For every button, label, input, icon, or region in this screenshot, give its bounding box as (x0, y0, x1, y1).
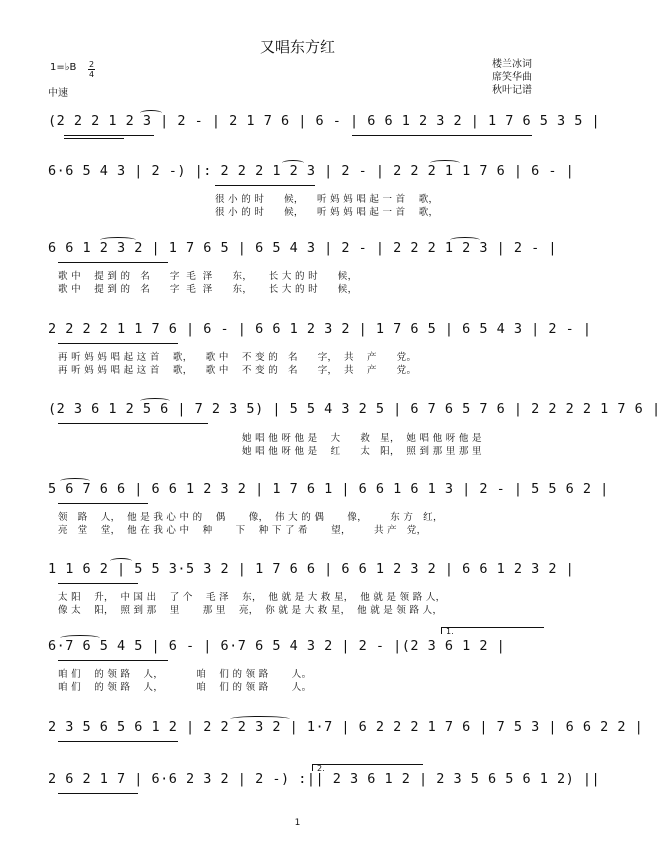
score-line-2: 6·6 5 4 3 | 2 -) |: 2 2 2 1 2 3 | 2 - | 2 2 2 1 1 7 6 | 6 - | (48, 163, 575, 179)
slur (140, 398, 170, 404)
volta-bracket-2 (312, 764, 423, 771)
beam-line (58, 503, 148, 504)
beam-line (58, 423, 208, 424)
lyric-line: 像 太 阳， 照 到 那 里 那 里 亮， 你 就 是 大 救 星， 他 就 是 领 路 人， (58, 605, 443, 616)
lyric-line: 她 唱 他 呀 他 是 大 救 星， 她 唱 他 呀 他 是 (242, 433, 482, 444)
composer: 席笑华曲 (492, 72, 532, 83)
score-line-3: 6 6 1 2 3 2 | 1 7 6 5 | 6 5 4 3 | 2 - | 2 2 2 1 2 3 | 2 - | (48, 240, 558, 256)
page-number: 1 (294, 818, 301, 828)
lyric-line: 很 小 的 时 候， 听 妈 妈 唱 起 一 首 歌， (215, 194, 439, 205)
meter-bottom: 4 (88, 70, 95, 79)
lyric-line: 太 阳 升， 中 国 出 了 个 毛 泽 东， 他 就 是 大 救 星， 他 就 是 领 路 人， (58, 592, 446, 603)
slur (450, 237, 480, 243)
slur (282, 160, 304, 166)
lyric-line: 咱 们 的 领 路 人， 咱 们 的 领 路 人。 (58, 669, 312, 680)
lyric-line: 她 唱 他 呀 他 是 红 太 阳， 照 到 那 里 那 里 (242, 446, 482, 457)
beam-line (58, 343, 178, 344)
transcriber: 秋叶记谱 (492, 85, 532, 96)
lyric-line: 再 听 妈 妈 唱 起 这 首 歌， 歌 中 不 变 的 名 字， 共 产 党。 (58, 352, 417, 363)
lyric-line: 再 听 妈 妈 唱 起 这 首 歌， 歌 中 不 变 的 名 字， 共 产 党。 (58, 365, 417, 376)
score-line-9: 2 3 5 6 5 6 1 2 | 2 2 2 3 2 | 1·7 | 6 2 2 2 1 7 6 | 7 5 3 | 6 6 2 2 | (48, 719, 644, 735)
beam-line (58, 741, 178, 742)
slur (430, 160, 460, 166)
score-line-5: (2 3 6 1 2 5 6 | 7 2 3 5) | 5 5 4 3 2 5 | 6 7 6 5 7 6 | 2 2 2 2 1 7 6 | (48, 401, 661, 417)
volta-bracket-1 (441, 627, 544, 634)
beam-line (64, 138, 124, 139)
tempo-marking: 中速 (48, 88, 68, 99)
slur (110, 558, 132, 564)
slur (60, 635, 100, 641)
slur (100, 237, 136, 243)
slur (140, 110, 162, 116)
volta-1-label: 1. (446, 627, 454, 636)
score-line-4: 2 2 2 2 1 1 7 6 | 6 - | 6 6 1 2 3 2 | 1 7 6 5 | 6 5 4 3 | 2 - | (48, 321, 592, 337)
lyric-line: 歌 中 提 到 的 名 字 毛 泽 东， 长 大 的 时 候， (58, 271, 358, 282)
score-line-7: 1 1 6 2 | 5 5 3·5 3 2 | 1 7 6 6 | 6 6 1 2 3 2 | 6 6 1 2 3 2 | (48, 561, 575, 577)
beam-line (58, 262, 168, 263)
credits (492, 58, 532, 97)
key-signature: 1=♭B (50, 62, 77, 73)
beam-line (58, 583, 138, 584)
score-line-10: 2 6 2 1 7 | 6·6 2 3 2 | 2 -) :|| 2 3 6 1 2 | 2 3 5 6 5 6 1 2) || (48, 771, 601, 787)
beam-line (64, 135, 154, 136)
lyric-line: 很 小 的 时 候， 听 妈 妈 唱 起 一 首 歌， (215, 207, 439, 218)
slur (230, 716, 290, 722)
lyricist: 楼兰冰词 (492, 59, 532, 70)
volta-2-label: 2. (317, 764, 325, 773)
score-line-1: (2 2 2 1 2 3 | 2 - | 2 1 7 6 | 6 - | 6 6 1 2 3 2 | 1 7 6 5 3 5 | (48, 113, 601, 129)
score-line-8: 6·7 6 5 4 5 | 6 - | 6·7 6 5 4 3 2 | 2 - |(2 3 6 1 2 | (48, 638, 506, 654)
beam-line (58, 793, 138, 794)
lyric-line: 亮 堂 堂， 他 在 我 心 中 种 下 种 下 了 希 望， 共 产 党， (58, 525, 427, 536)
slur (60, 478, 90, 484)
meter-top: 2 (88, 60, 95, 69)
beam-line (352, 135, 532, 136)
lyric-line: 领 路 人， 他 是 我 心 中 的 偶 像， 伟 大 的 偶 像， 东 方 红， (58, 512, 443, 523)
lyric-line: 咱 们 的 领 路 人， 咱 们 的 领 路 人。 (58, 682, 312, 693)
beam-line (58, 660, 168, 661)
time-signature (88, 60, 95, 79)
score-line-6: 5 6 7 6 6 | 6 6 1 2 3 2 | 1 7 6 1 | 6 6 1 6 1 3 | 2 - | 5 5 6 2 | (48, 481, 609, 497)
lyric-line: 歌 中 提 到 的 名 字 毛 泽 东， 长 大 的 时 候， (58, 284, 358, 295)
beam-line (215, 185, 315, 186)
song-title: 又唱东方红 (259, 38, 335, 56)
